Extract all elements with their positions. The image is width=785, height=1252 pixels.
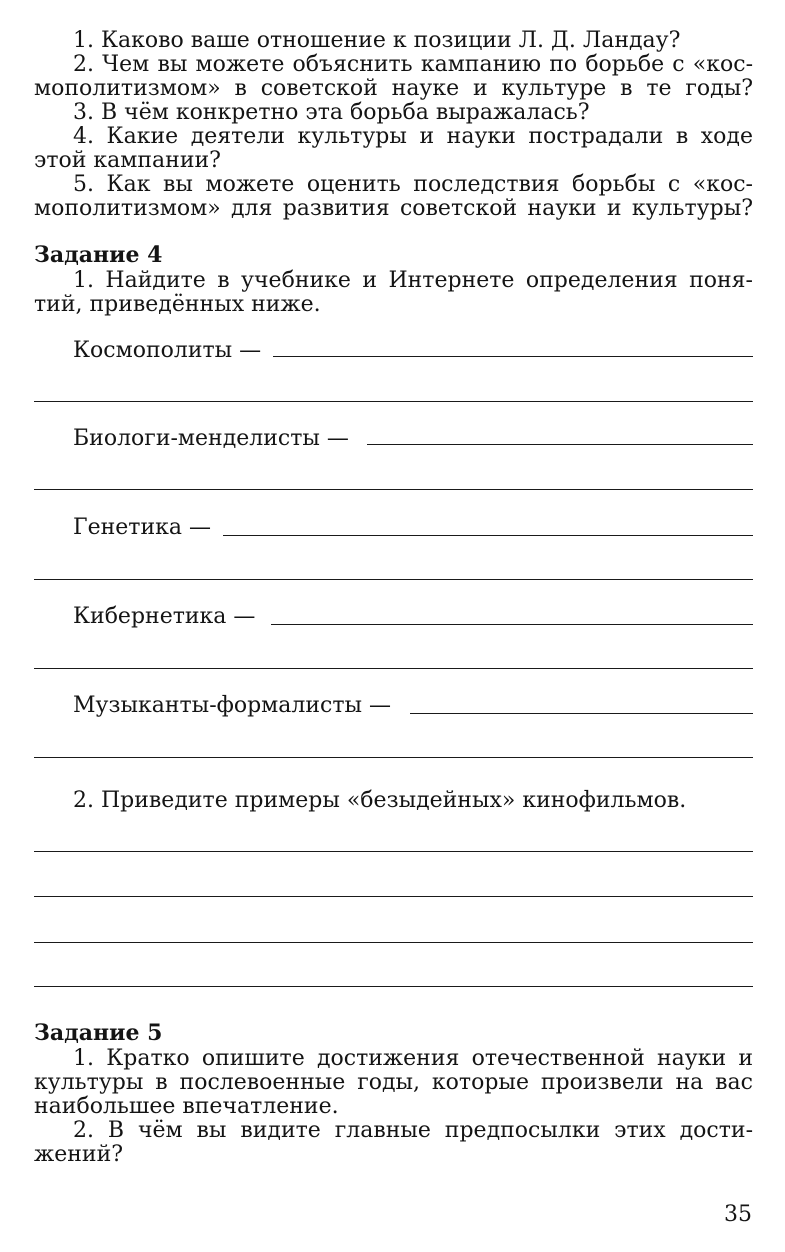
answer-line-films-1[interactable] xyxy=(34,851,753,852)
task-5-question-1-line-2: культуры в послевоенные годы, которые произвели на вас xyxy=(34,1070,753,1095)
answer-line-genetics[interactable] xyxy=(223,535,753,536)
answer-line-films-2[interactable] xyxy=(34,896,753,897)
task-5-question-1-line-1: 1. Кратко опишите достижения отечественной науки и xyxy=(73,1046,753,1071)
task-4-question-1-line-1: 1. Найдите в учебнике и Интернете определения поня- xyxy=(73,268,753,293)
term-cosmopolitans: Космополиты — xyxy=(73,338,262,363)
question-2-line-2: мополитизмом» в советской науке и культуре в те годы? xyxy=(34,76,753,101)
answer-line-cybernetics[interactable] xyxy=(271,624,753,625)
task-5-question-2-line-2: жений? xyxy=(34,1142,124,1167)
term-cybernetics: Кибернетика — xyxy=(73,604,256,629)
answer-line-mendelists[interactable] xyxy=(367,444,753,445)
question-3: 3. В чём конкретно эта борьба выражалась? xyxy=(73,100,590,125)
term-genetics: Генетика — xyxy=(73,515,211,540)
task-4-question-1-line-2: тий, приведённых ниже. xyxy=(34,292,321,317)
task-5-question-1-line-3: наибольшее впечатление. xyxy=(34,1094,339,1119)
question-5-line-1: 5. Как вы можете оценить последствия борьбы с «кос- xyxy=(73,172,753,197)
task-5-question-2-line-1: 2. В чём вы видите главные предпосылки этих дости- xyxy=(73,1118,753,1143)
answer-line-mendelists-2[interactable] xyxy=(34,489,753,490)
question-4-line-2: этой кампании? xyxy=(34,148,221,173)
answer-line-formalist-musicians[interactable] xyxy=(410,713,753,714)
answer-line-films-4[interactable] xyxy=(34,986,753,987)
task-5-heading: Задание 5 xyxy=(34,1020,163,1046)
term-mendelists: Биологи-менделисты — xyxy=(73,426,349,451)
page-number: 35 xyxy=(724,1202,752,1227)
task-4-heading: Задание 4 xyxy=(34,242,163,268)
answer-line-cosmopolitans[interactable] xyxy=(273,356,753,357)
question-5-line-2: мополитизмом» для развития советской науки и культуры? xyxy=(34,196,753,221)
answer-line-cybernetics-2[interactable] xyxy=(34,668,753,669)
answer-line-films-3[interactable] xyxy=(34,942,753,943)
answer-line-cosmopolitans-2[interactable] xyxy=(34,401,753,402)
answer-line-formalist-musicians-2[interactable] xyxy=(34,757,753,758)
question-1: 1. Каково ваше отношение к позиции Л. Д. Ландау? xyxy=(73,28,681,53)
question-4-line-1: 4. Какие деятели культуры и науки пострадали в ходе xyxy=(73,124,753,149)
answer-line-genetics-2[interactable] xyxy=(34,579,753,580)
task-4-question-2: 2. Приведите примеры «безыдейных» кинофильмов. xyxy=(73,788,687,813)
question-2-line-1: 2. Чем вы можете объяснить кампанию по борьбе с «кос- xyxy=(73,52,753,77)
term-formalist-musicians: Музыканты-формалисты — xyxy=(73,693,392,718)
